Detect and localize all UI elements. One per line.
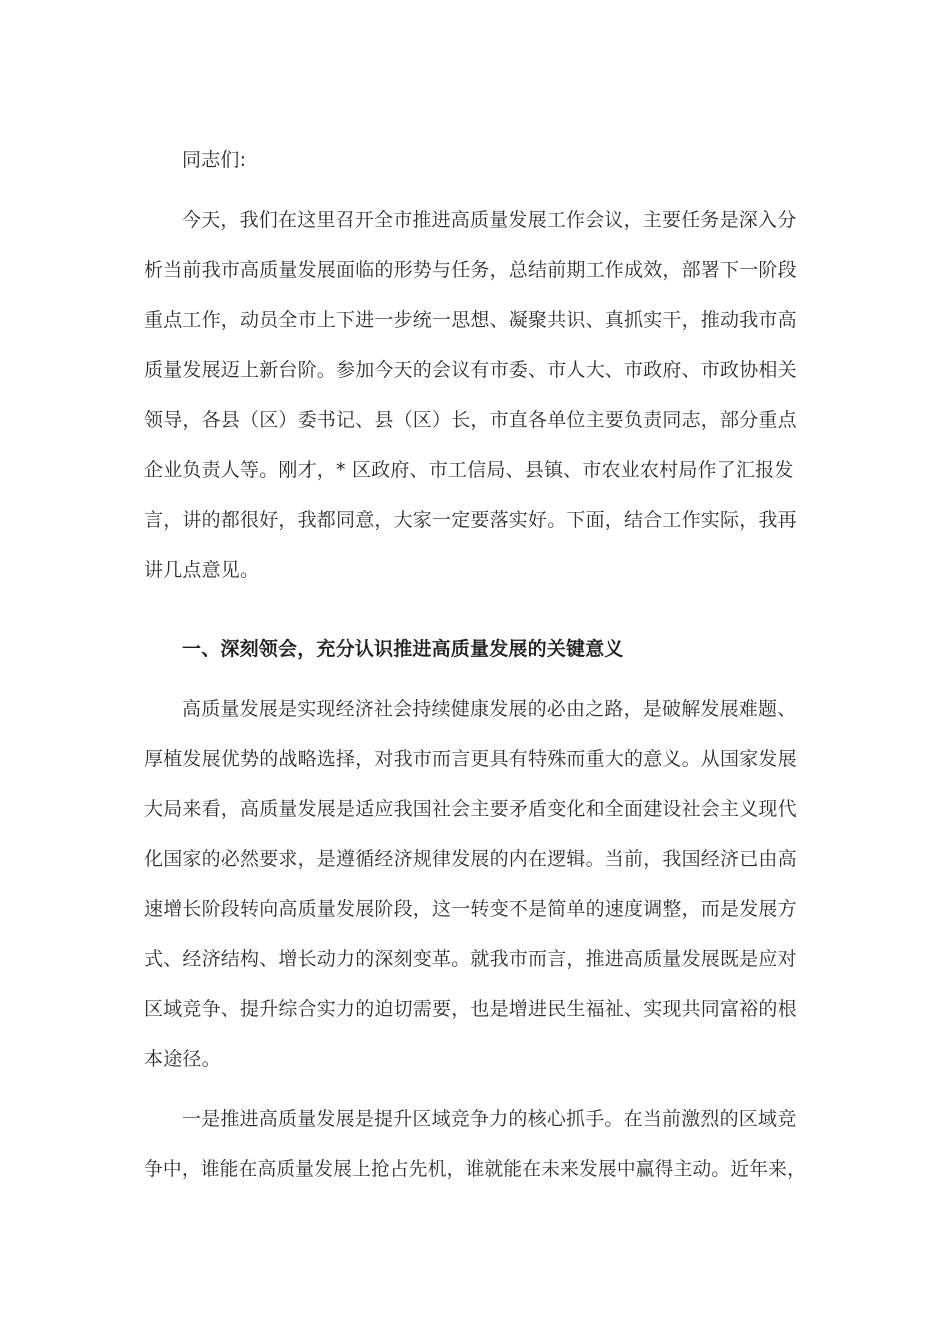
- para1-line-2: 厚植发展优势的战略选择，对我市而言更具有特殊而重大的意义。从国家发展: [144, 748, 797, 770]
- intro-line-4: 质量发展迈上新台阶。参加今天的会议有市委、市人大、市政府、市政协相关: [144, 359, 797, 381]
- para1-line-6: 式、经济结构、增长动力的深刻变革。就我市而言，推进高质量发展既是应对: [144, 948, 797, 970]
- para1-line-7: 区域竞争、提升综合实力的迫切需要，也是增进民生福祉、实现共同富裕的根: [144, 998, 797, 1020]
- section-heading: 一、深刻领会，充分认识推进高质量发展的关键意义: [182, 638, 624, 660]
- intro-line-3: 重点工作，动员全市上下进一步统一思想、凝聚共识、真抓实干，推动我市高: [144, 309, 797, 331]
- intro-line-1: 今天，我们在这里召开全市推进高质量发展工作会议，主要任务是深入分: [182, 209, 797, 231]
- intro-line-2: 析当前我市高质量发展面临的形势与任务，总结前期工作成效，部署下一阶段: [144, 259, 797, 281]
- para1-line-1: 高质量发展是实现经济社会持续健康发展的必由之路，是破解发展难题、: [182, 698, 797, 720]
- greeting: 同志们:: [182, 149, 247, 171]
- para1-line-4: 化国家的必然要求，是遵循经济规律发展的内在逻辑。当前，我国经济已由高: [144, 848, 797, 870]
- para1-line-3: 大局来看，高质量发展是适应我国社会主要矛盾变化和全面建设社会主义现代: [144, 798, 797, 820]
- intro-line-7: 言，讲的都很好，我都同意，大家一定要落实好。下面，结合工作实际，我再: [144, 509, 797, 531]
- para2-line-2: 争中，谁能在高质量发展上抢占先机，谁就能在未来发展中赢得主动。近年来，: [144, 1158, 807, 1180]
- intro-line-5: 领导，各县（区）委书记、县（区）长，市直各单位主要负责同志，部分重点: [144, 409, 797, 431]
- para2-line-1: 一是推进高质量发展是提升区域竞争力的核心抓手。在当前激烈的区域竞: [182, 1108, 797, 1130]
- intro-line-6: 企业负责人等。刚才，* 区政府、市工信局、县镇、市农业农村局作了汇报发: [144, 459, 794, 481]
- para1-line-5: 速增长阶段转向高质量发展阶段，这一转变不是简单的速度调整，而是发展方: [144, 898, 797, 920]
- para1-line-8: 本途径。: [144, 1048, 221, 1070]
- intro-line-8: 讲几点意见。: [144, 559, 260, 581]
